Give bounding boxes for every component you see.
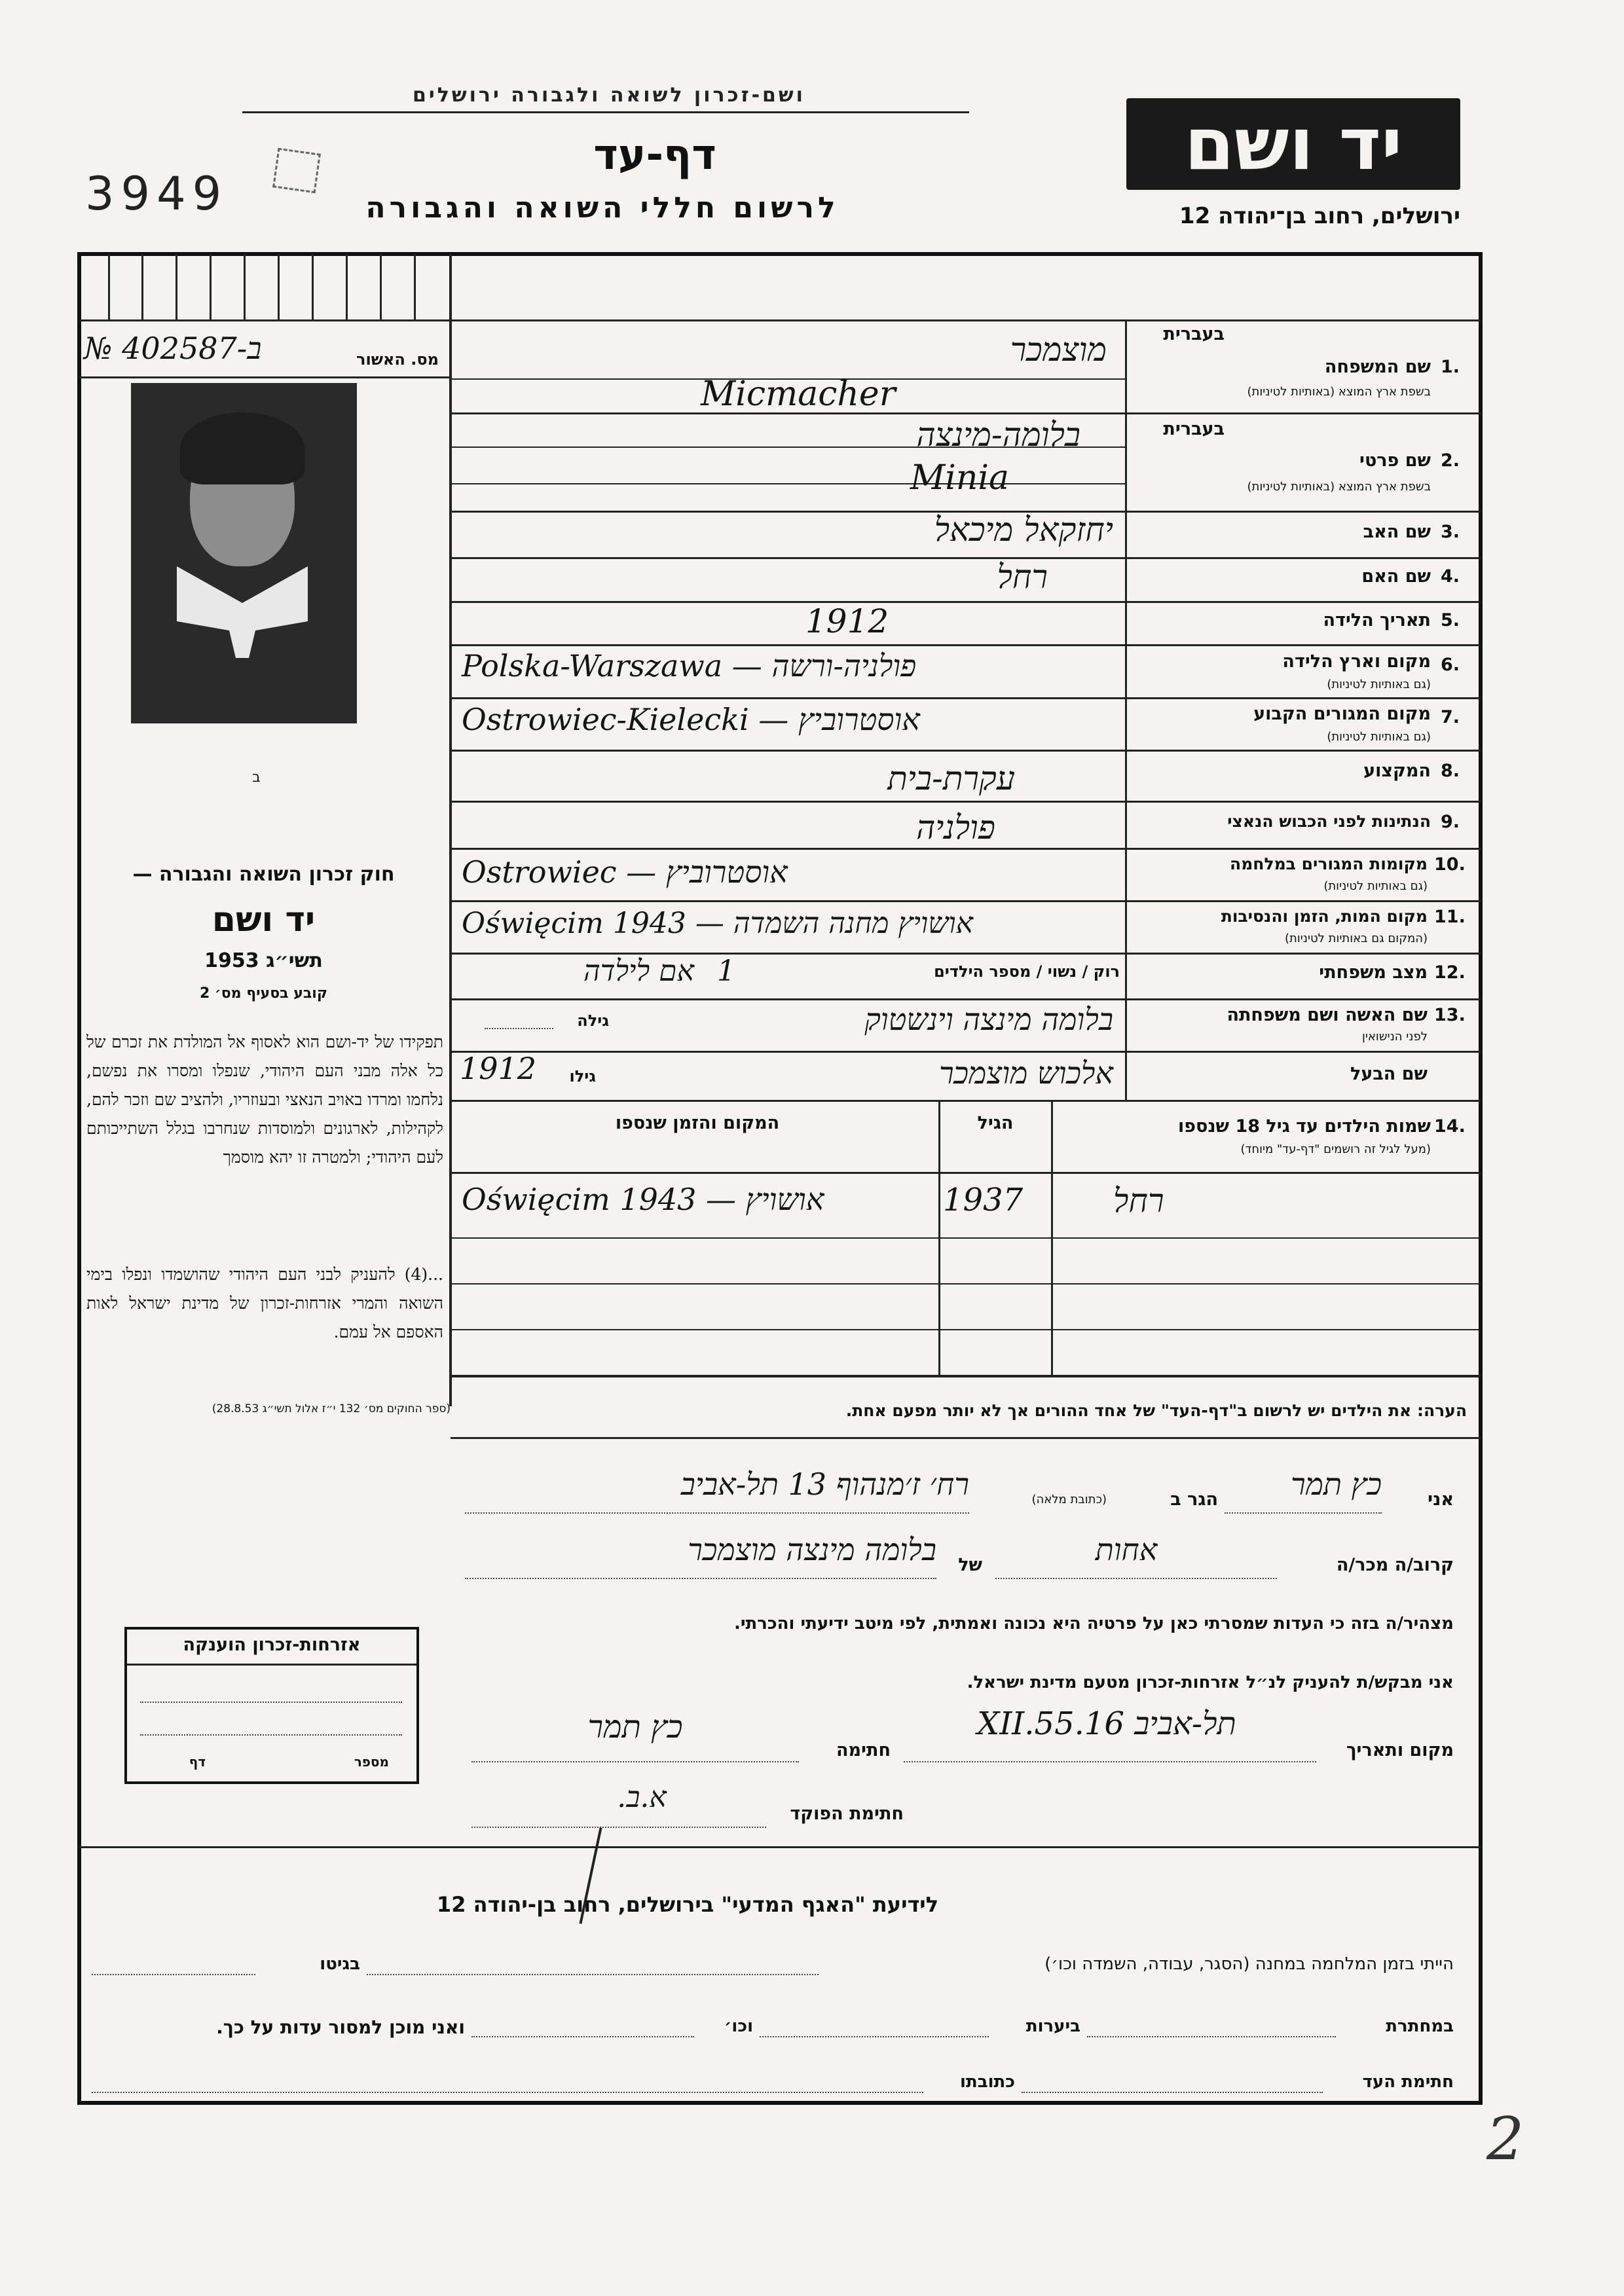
top-strip-rule — [242, 111, 969, 113]
field-label: שם האשה ושם משפחתה — [1227, 1005, 1428, 1025]
bottom-line2-mid: ביערות — [1025, 2016, 1080, 2036]
law-source: (ספר החוקים מס׳ 132 י״ז אלול תשי״ג 28.8.53) — [212, 1402, 451, 1415]
field-sub: (גם באותיות לטיניות) — [1327, 730, 1431, 744]
relative-value[interactable]: אחות — [1095, 1532, 1158, 1567]
place-date-value[interactable]: תל-אביב 16.XII.55 — [977, 1705, 1236, 1742]
field-value-hebrew[interactable]: בלומה-מינצה — [916, 416, 1080, 454]
of-line — [465, 1578, 936, 1579]
side-column-divider — [449, 254, 452, 1406]
relative-label: קרוב/ה מכר/ה — [1336, 1555, 1454, 1575]
photo-hair — [180, 412, 304, 484]
children-count[interactable]: 1 — [717, 955, 735, 988]
label-column-divider — [1125, 319, 1127, 1102]
field-value-latin[interactable]: Minia — [910, 458, 1009, 498]
field-sub: (גם באותיות לטיניות) — [1327, 678, 1431, 691]
bottom-line3-start: חתימת העד — [1362, 2072, 1454, 2092]
address-value[interactable]: רח׳ ז׳מנהוף 13 תל-אביב — [680, 1467, 969, 1502]
bottom-line1-end: בגיטו — [320, 1954, 360, 1974]
field-number: 1. — [1441, 357, 1460, 377]
field-sub: בשפת ארץ המוצא (באותיות לטיניות) — [1247, 480, 1431, 494]
field-value[interactable]: Oświęcim 1943 — אושויץ מחנה השמדה — [462, 907, 974, 940]
top-strip: ושם-זכרון לשואה ולגבורה ירושלים — [413, 84, 805, 107]
field-label: שם פרטי — [1359, 450, 1431, 471]
citizenship-box — [124, 1627, 419, 1784]
citizenship-box-page: דף — [189, 1754, 206, 1770]
photo-collar — [177, 566, 308, 658]
field-label: שם האב — [1363, 522, 1431, 542]
child-death-place[interactable]: Oświęcim 1943 — אושויץ — [462, 1182, 824, 1217]
field-number: 10. — [1434, 854, 1466, 875]
note-text: הערה: את הילדים יש לרשום ב"דף-העד" של אחד ההורים אך לא יותר מפעם אחת. — [845, 1401, 1467, 1420]
field-number: 12. — [1434, 962, 1466, 983]
field-label: הנתינות לפני הכבוש הנאצי — [1227, 812, 1431, 831]
citizenship-box-title: אזרחות-זכרון הוענקה — [183, 1635, 361, 1655]
field-value[interactable]: בלומה מינצה וינשטוק — [864, 1002, 1113, 1037]
law-year: תשי״ג 1953 — [204, 949, 323, 972]
field-number: 7. — [1441, 707, 1460, 727]
field-label: מקום המות, הזמן והנסיבות — [1221, 907, 1428, 926]
bottom-title: לידיעת "האגף המדעי" בירושלים, רחוב בן-יהודה 12 — [436, 1892, 939, 1917]
address: ירושלים, רחוב בן־יהודה 12 — [1179, 203, 1460, 229]
children-col-divider-2 — [1051, 1102, 1053, 1377]
field-value[interactable]: עקרת-בית — [887, 759, 1015, 797]
declaration-request: אני מבקש/ת להעניק לנ״ל אזרחות-זכרון מטעם מדינת ישראל. — [967, 1673, 1454, 1692]
address-line — [465, 1512, 969, 1514]
field-label: מצב משפחתי — [1319, 962, 1428, 983]
field-number: 6. — [1441, 655, 1460, 675]
field-value[interactable]: 1912 — [805, 602, 889, 640]
field-sub: (גם באותיות לטיניות) — [1323, 879, 1428, 893]
address-sub: (כתובת מלאה) — [1031, 1493, 1107, 1506]
children-header-names: שמות הילדים עד גיל 18 שנספו — [1177, 1116, 1431, 1137]
archive-number: 3949 — [85, 167, 229, 221]
child-name[interactable]: רחל — [1113, 1182, 1164, 1220]
children-col-divider-1 — [938, 1102, 940, 1377]
of-label: של — [958, 1555, 982, 1575]
field-label: שם המשפחה — [1324, 357, 1431, 377]
citizenship-box-number: מספר — [354, 1754, 389, 1770]
field-age-label: גילו — [569, 1067, 596, 1085]
field-number: 13. — [1434, 1005, 1466, 1025]
field-sub: לפני הנישואין — [1361, 1030, 1428, 1044]
field-value[interactable]: רחל — [997, 558, 1048, 596]
children-header-sub: (מעל לגיל זה רושמים "דף-עד" מיוחד) — [1240, 1142, 1431, 1156]
bottom-line2-etc: וכו׳ — [724, 2016, 753, 2036]
bottom-line2-start: במחתרת — [1386, 2016, 1454, 2036]
note-rule — [451, 1437, 1481, 1439]
declaration-statement: מצהיר/ה בזה כי העדות שמסרתי כאן על פרטיה היא נכונה ואמתית, לפי מיטב ידיעתי והכרתי. — [733, 1614, 1454, 1633]
field-value[interactable]: Polska-Warszawa — פולניה-ורשה — [462, 648, 917, 683]
logo-text: יד ושם — [1184, 102, 1403, 186]
field-number: 5. — [1441, 610, 1460, 630]
form-title: דף-עד — [593, 131, 716, 179]
archive-stamp — [272, 148, 321, 194]
field-age-label: גילה — [577, 1011, 609, 1030]
field-value[interactable]: Ostrowiec — אוסטרוביץ — [462, 854, 788, 890]
child-age[interactable]: 1937 — [943, 1182, 1024, 1218]
law-title: חוק זכרון השואה והגבורה — — [132, 863, 395, 886]
field-number: 9. — [1441, 812, 1460, 832]
officer-line — [471, 1827, 766, 1828]
form-subtitle: לרשום חללי השואה והגבורה — [365, 191, 840, 225]
record-number-label: מס. האשור — [356, 350, 439, 369]
field-value[interactable]: פולניה — [915, 809, 995, 847]
bottom-line3-end: כתובתו — [960, 2072, 1015, 2092]
place-date-line — [904, 1761, 1316, 1762]
officer-signature[interactable]: א.ב. — [617, 1781, 667, 1814]
field-value[interactable]: יחזקאל מיכאל — [934, 511, 1113, 549]
field-label: מקום וארץ הלידה — [1282, 651, 1431, 672]
field-value-latin[interactable]: Micmacher — [701, 374, 896, 414]
field-number: 3. — [1441, 522, 1460, 542]
field-number: 8. — [1441, 761, 1460, 781]
children-header-rule — [451, 1172, 1481, 1174]
field-label: שם האם — [1361, 566, 1431, 587]
field-label: תאריך הלידה — [1323, 610, 1431, 630]
field-sub-label: רוק / נשוי / מספר הילדים — [934, 962, 1120, 981]
children-header-age: הגיל — [977, 1113, 1014, 1133]
field-value-hebrew[interactable]: מוצמכר — [1010, 331, 1107, 369]
header-row-rule — [79, 319, 1481, 321]
children-note[interactable]: אם לילדה — [583, 955, 694, 988]
of-value[interactable]: בלומה מינצה מוצמכר — [688, 1532, 936, 1567]
field-label: מקומות המגורים במלחמה — [1230, 854, 1428, 873]
photo-caption: ב — [252, 769, 261, 786]
law-text: תפקידו של יד-ושם הוא לאסוף אל המולדת את זכרם של כל אלה מבני העם היהודי, שנפלו ומסרו את נפשם, נלחמו ומרדו באויב הנאצי ובעוזריו, ולהציב שם וזכר להם, לקהילות, לארגונים ולמוסדות שנחרבו בגלל השתייכותם לעם היהודי; ולמטרה זו יהא מוסמך — [86, 1032, 443, 1167]
law-clause: קובע בסעיף מס׳ 2 — [199, 985, 328, 1002]
field-number: 11. — [1434, 907, 1466, 927]
children-header-place: המקום והזמן שנספו — [615, 1113, 780, 1133]
field-label: המקצוע — [1363, 761, 1431, 781]
ani-label: אני — [1428, 1489, 1454, 1510]
ani-value[interactable]: כץ תמר — [1291, 1467, 1382, 1502]
relative-line — [995, 1578, 1277, 1579]
bottom-line1-fill — [367, 1974, 819, 1975]
field-age-line — [485, 1028, 553, 1029]
place-date-label: מקום ותאריך — [1346, 1740, 1454, 1760]
field-value[interactable]: אלכוש מוצמכר — [938, 1055, 1113, 1091]
law-text-clause-4: ...(4) להעניק לבני העם היהודי שהושמדו ונפלו בימי השואה והמרי אזרחות-זכרון של מדינת ישראל לאות האספם אל עמם. — [86, 1265, 443, 1341]
record-number: № 402587-ב — [84, 331, 262, 366]
record-number-rule — [79, 376, 450, 378]
signature-line — [471, 1761, 799, 1762]
signature-label: חתימה — [836, 1740, 891, 1760]
children-bottom-rule — [451, 1375, 1481, 1377]
page-number: 2 — [1486, 2105, 1524, 2174]
officer-label: חתימת הפוקד — [790, 1804, 904, 1824]
field-lang-label: בעברית — [1163, 324, 1225, 344]
field-label: שם הבעל — [1350, 1064, 1428, 1084]
law-name: יד ושם — [212, 900, 316, 939]
field-number: 14. — [1434, 1116, 1466, 1137]
field-sub: בשפת ארץ המוצא (באותיות לטיניות) — [1247, 385, 1431, 399]
field-value[interactable]: Ostrowiec-Kielecki — אוסטרוביץ — [462, 702, 920, 737]
address-label: הגר ב — [1170, 1489, 1218, 1510]
ani-line — [1225, 1512, 1382, 1514]
field-lang-label: בעברית — [1163, 419, 1225, 439]
bottom-line2-end: ואני מוכן למסור עדות על כך. — [216, 2016, 465, 2038]
field-age-value[interactable]: 1912 — [460, 1051, 537, 1086]
portrait-photo — [131, 383, 357, 723]
signature-value[interactable]: כץ תמר — [587, 1709, 683, 1745]
bottom-section-rule — [79, 1846, 1481, 1848]
bottom-line1: הייתי בזמן המלחמה במחנה (הסגר, עבודה, השמדה וכו׳) — [1044, 1954, 1454, 1974]
field-number: 4. — [1441, 566, 1460, 587]
yad-vashem-logo — [1126, 98, 1460, 190]
citizenship-box-rule — [127, 1664, 416, 1666]
field-sub: (המקום גם באותיות לטיניות) — [1284, 932, 1428, 945]
field-number: 2. — [1441, 450, 1460, 471]
field-label: מקום המגורים הקבוע — [1253, 704, 1431, 724]
